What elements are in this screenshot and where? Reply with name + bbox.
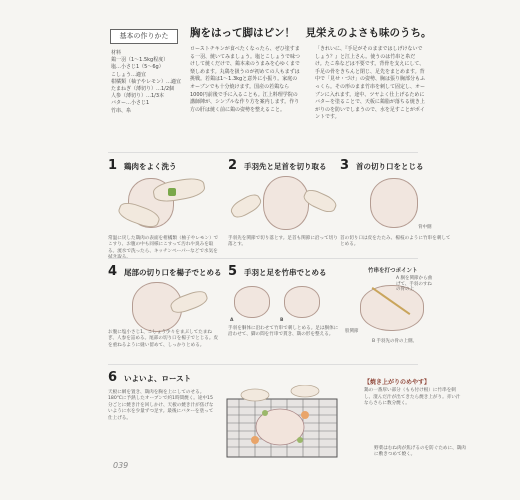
recipe-badge: 基本の作りかた [110,29,178,44]
ingredient-line: 塩…小さじ1（5～6g） [111,64,164,71]
step-heading: 手羽と足を竹串でとめる [244,268,327,277]
citrus-icon [168,188,176,196]
step-number: 6 [108,370,118,385]
skewer-note-a: A 胴を関節から曲げて、手羽のすねの骨の上 [396,276,433,293]
step-description: 手羽を胴体に沿わせて竹串で刺しとめる。足は胴体に沿わせて、脚の間を竹串で貫き、鶏の形を整える。 [228,326,339,338]
ingredient-line: バター…小さじ1 [111,100,150,107]
ingredient-line: 人参（薄切り）…1/3本 [111,93,165,100]
hand-illustration [228,191,264,221]
ingredient-line: こしょう…適宜 [111,71,147,78]
ingredient-line: 鶏一羽（1～1.5kg程度） [111,57,169,64]
step-heading: いよいよ、ロースト [124,374,192,383]
step-4 [108,264,220,364]
ingredient-line: 竹串、糸 [111,107,132,114]
chicken-illustration [284,286,320,318]
grill-rack-icon [225,385,340,460]
step-5 [228,264,348,364]
step-heading: 首の切り口をとじる [356,162,424,171]
ingredients-list [111,50,183,115]
divider [108,364,418,365]
step-description: 手羽先を関節で切り落とす。足首も関節に沿って切り落とす。 [228,236,338,248]
ingredient-line: たまねぎ（薄切り）…1/2個 [111,86,175,93]
skewer-note-c: 股関節 [345,329,359,334]
vegetable-caption: 野菜はむね肉が焦げるのを防ぐために、鶏肉に敷きつめて焼く。 [374,446,466,457]
step-number: 4 [108,264,118,279]
step-description: 常温に戻した鶏肉の表面を柑橘類（柚子やレモン）でこすり、お腹の中も同様にこすって汚れや臭みを取る。流水で洗ったら、キッチンペーパーなどで水気を [108,236,219,254]
step-description: 首の切り口は皮をたたみ、楊枝のように竹串を刺してとめる。 [340,236,451,248]
chicken-illustration [234,286,270,318]
step-number: 2 [228,158,238,173]
step-heading: 鶏肉をよく洗う [124,162,177,171]
tip-title: 【焼き上がりのめやす】 [364,379,431,386]
divider [108,258,418,259]
intro-text-col2: 「きれいに、『手足がそのままではしげけないでしょう？』と江上さん。使うのは竹串と糸だけ。たこ糸などは不要です。背骨を支えにして、手足の骨をきちんと閉じ、足先をまとめます。背中で「見せ・づけ」の姿勢、胸は張り胸部分もふっくら。その形のまま竹串を刺して固定し、オーブンに入れます。途中、ツヤよく仕上げるためにバターを塗ることで、天板に鶏脂が落ちる焼き上がりのを防いでしまうので、水を足すことがポイントです。 [315,46,426,121]
step-description: 天板に網を置き、鶏肉を胸を上にしてのせる。180℃に予熱したオーブンで約1時間焼く。途中15分ごとに焼き汁を回しかけ、天板の焼き汁が焦げないように水を少量ずつ足す。最後にバターを塗って仕上げる。 [108,390,214,421]
page-title: 胸をはって脚はピン！ 見栄えのよさも味のうち。 [190,27,432,39]
step-heading: 尾部の切り口を楊子でとめる [124,268,222,277]
skewer-title: 竹串を打つポイント [368,268,418,274]
divider [108,152,418,153]
step-2 [228,158,340,258]
intro-text-col1: ローストチキンが食べたくなったら、ぜひ塗すまる一羽、焼いてみましょう。塩とこしょうで味つけして焼くだけで、鶏本来のうまみを心ゆくまで楽しめます。丸鶏を扱うのが初めての人もまずは挑戦。若鶏は1～1.3kgと意外に小振り。家庭のオーブンでも十分焼けます。国産の若鶏なら1000円前後で手に入ることも。江上料理学院の講師陣が、シンプルな作り方を案内します。作り方の肝は焼く前に鶏の姿勢を整えること。 [190,46,301,113]
page-number: 039 [113,461,129,470]
label-b: B [280,318,284,323]
step-description: お腹に塩小さじ1、こしょう少々をまぶしてたまねぎ、人参を詰める。尾部の切り口を楊子でとじる。皮を重ねるように縫い留めて、しっかりとめる。 [108,330,219,348]
roasting-pan-illustration [225,385,340,460]
step-3 [340,158,452,258]
step-number: 5 [228,264,238,279]
doneness-tip [364,380,464,408]
tip-text: 鶏の一番厚い部分（もも付け根）に竹串を刺し、澄んだ汁が出てきたら焼き上がり。赤い汁ならさらに数分焼く。 [364,388,461,407]
step-1 [108,158,220,258]
chicken-illustration [263,176,309,230]
step-number: 3 [340,158,350,173]
step-number: 1 [108,158,118,173]
back-side-label: 背中側 [418,225,432,230]
label-a: A [230,318,234,323]
ingredient-line: 材料 [111,50,122,56]
step-6 [108,370,218,470]
step-heading: 手羽先と足首を切り取る [244,162,327,171]
chicken-illustration [370,178,418,228]
skewer-note-b: B 手羽先の骨の上側。 [372,339,418,344]
ingredient-line: 柑橘類（柚子やレモン）…適宜 [111,78,182,85]
